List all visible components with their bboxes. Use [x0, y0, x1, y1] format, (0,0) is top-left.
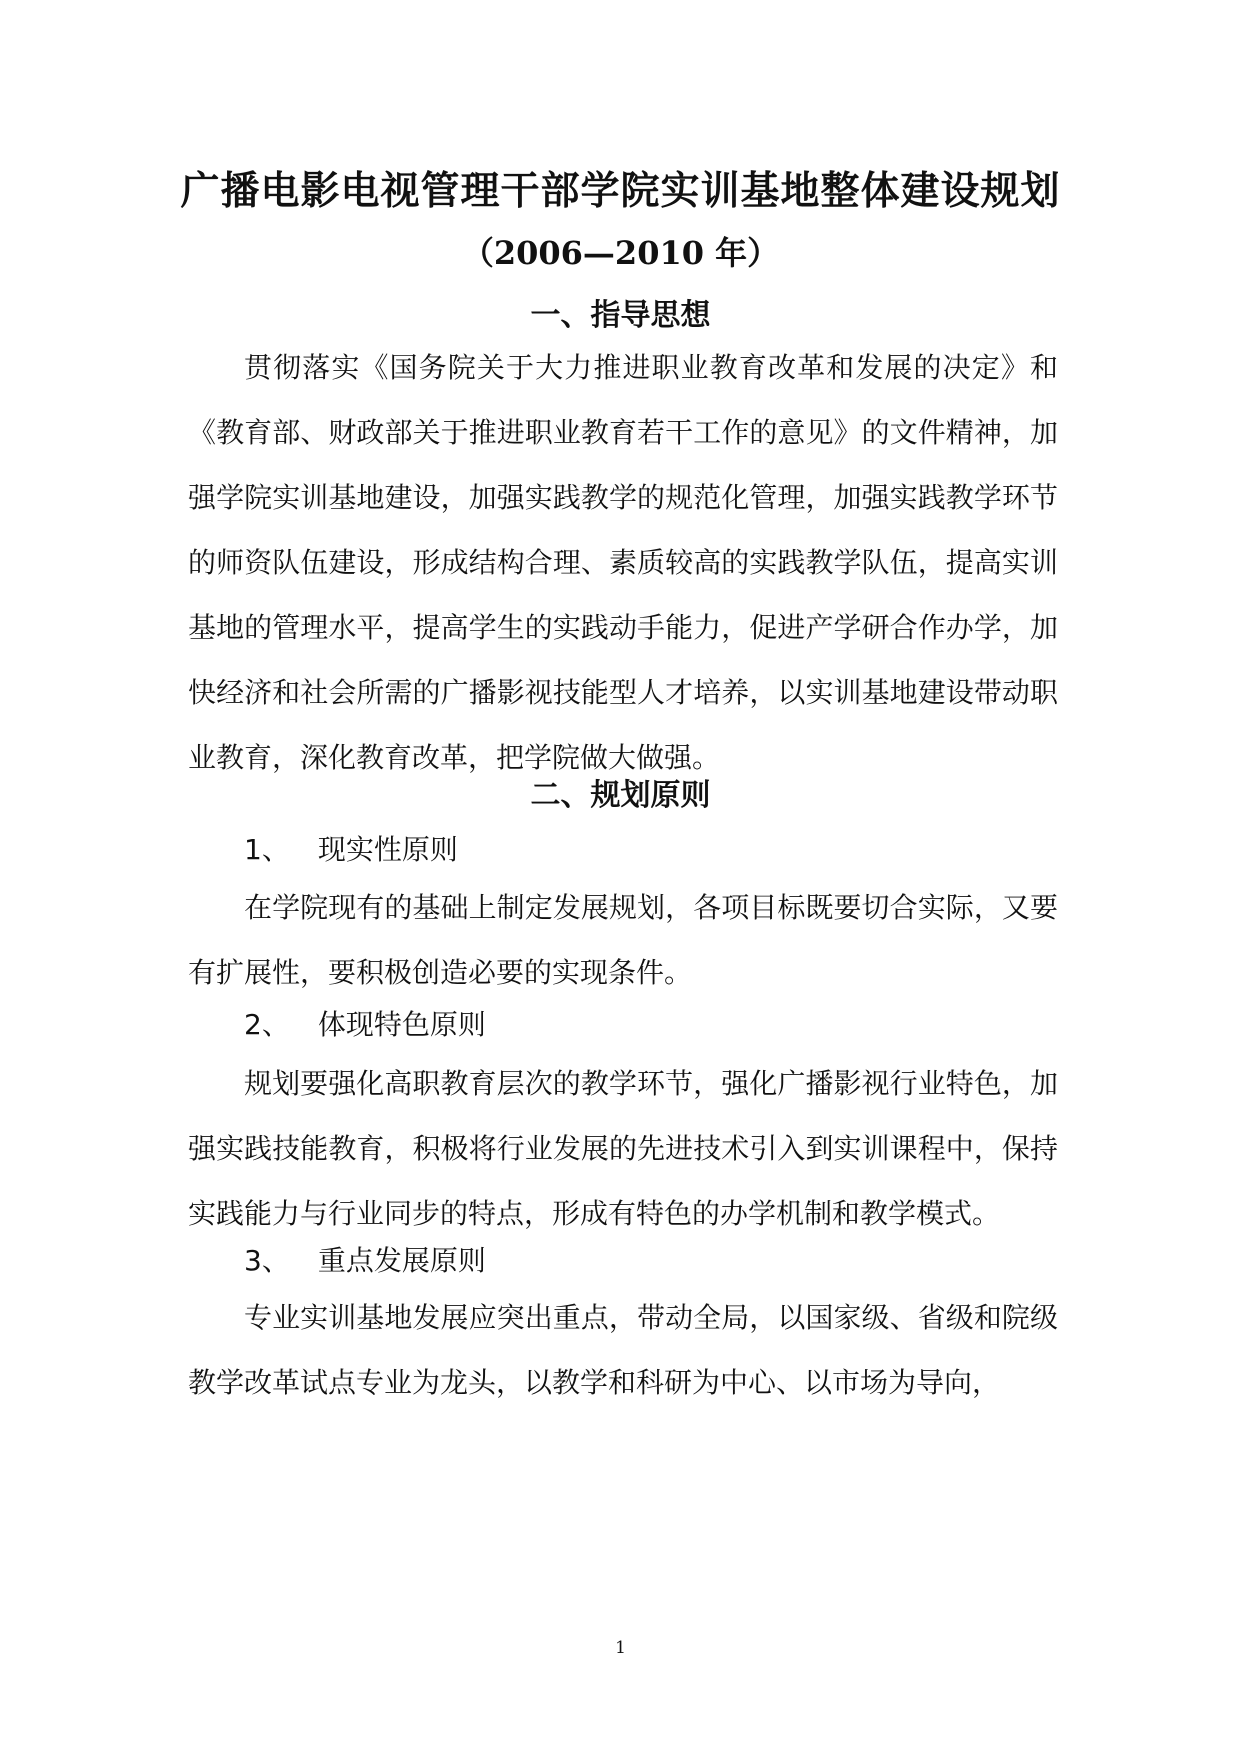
- paragraph-principle-1: 在学院现有的基础上制定发展规划，各项目标既要切合实际，又要有扩展性，要积极创造必要的实现条件。: [188, 891, 1058, 989]
- document-title: 广播电影电视管理干部学院实训基地整体建设规划: [180, 168, 1061, 214]
- principle-title: 体现特色原则: [317, 1008, 486, 1041]
- section-heading-planning-principles: 二、规划原则: [530, 778, 711, 813]
- paragraph-principle-3: 专业实训基地发展应突出重点，带动全局，以国家级、省级和院级教学改革试点专业为龙头，以教学和科研为中心、以市场为导向，: [188, 1301, 1058, 1399]
- principle-item-3: [244, 1239, 486, 1279]
- principle-number: 3、: [244, 1244, 290, 1277]
- document-subtitle: （2006—2010 年）: [461, 234, 780, 272]
- page-number: 1: [615, 1638, 626, 1658]
- principle-item-1: [244, 828, 458, 868]
- principle-title: 重点发展原则: [317, 1244, 486, 1277]
- paragraph-principle-2: 规划要强化高职教育层次的教学环节，强化广播影视行业特色，加强实践技能教育，积极将行业发展的先进技术引入到实训课程中，保持实践能力与行业同步的特点，形成有特色的办学机制和教学模式。: [188, 1067, 1058, 1230]
- principle-number: 2、: [244, 1008, 290, 1041]
- principle-item-2: [244, 1003, 486, 1043]
- section-heading-guiding-ideology: 一、指导思想: [530, 298, 711, 333]
- principle-number: 1、: [244, 833, 290, 866]
- paragraph-guiding-ideology: 贯彻落实《国务院关于大力推进职业教育改革和发展的决定》和《教育部、财政部关于推进职业教育若干工作的意见》的文件精神，加强学院实训基地建设，加强实践教学的规范化管理，加强实践教学环节的师资队伍建设，形成结构合理、素质较高的实践教学队伍，提高实训基地的管理水平，提高学生的实践动手能力，促进产学研合作办学，加快经济和社会所需的广播影视技能型人才培养，以实训基地建设带动职业教育，深化教育改革，把学院做大做强。: [188, 351, 1058, 774]
- principle-title: 现实性原则: [317, 833, 458, 866]
